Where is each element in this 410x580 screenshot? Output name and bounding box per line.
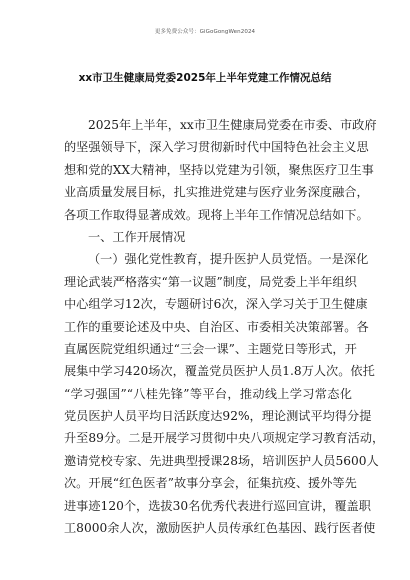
text-line: （一）强化党性教育，提升医护人员党悟。一是深化 bbox=[88, 252, 369, 267]
text-line: 理论武装严格落实“第一议题”制度，局党委上半年组织 bbox=[64, 274, 357, 289]
text-line: 工8000余人次，激励医护人员传承红色基因、践行医者使 bbox=[64, 521, 376, 536]
text-line: 各项工作取得显著成效。现将上半年工作情况总结如下。 bbox=[64, 207, 369, 222]
text-line: 业高质量发展目标，扎实推进党建与医疗业务深度融合， bbox=[64, 185, 369, 200]
text-line: 进事迹120个，选拔30名优秀代表进行巡回宣讲，覆盖职 bbox=[64, 498, 371, 513]
text-line: 想和党的XX大精神，坚持以党建为引领，聚焦医疗卫生事 bbox=[64, 162, 374, 177]
header-note: 更多免费公众号：GiGoGongWen2024 bbox=[154, 29, 256, 35]
text-line: 升至89分。二是开展学习贯彻中央八项规定学习教育活动， bbox=[64, 431, 385, 446]
text-line: 展集中学习420场次，覆盖党员医护人员1.8万人次。依托 bbox=[64, 364, 375, 379]
text-line: 邀请党校专家、先进典型授课28场，培训医护人员5600人 bbox=[64, 453, 379, 468]
text-line: 次。开展“红色医者”故事分享会，征集抗疫、援外等先 bbox=[64, 476, 357, 491]
text-line: 中心组学习12次，专题研讨6次，深入学习关于卫生健康 bbox=[64, 297, 368, 312]
section-heading-text: 一、工作开展情况 bbox=[88, 229, 186, 244]
paragraph-section-1 bbox=[64, 248, 385, 539]
text-line: “学习强国”“八桂先锋”等平台，推动线上学习常态化 bbox=[64, 386, 352, 401]
text-line: 工作的重要论述及中央、自治区、市委相关决策部署。各 bbox=[64, 319, 369, 334]
text-line: 直属医院党组织通过“三会一课”、主题党日等形式，开 bbox=[64, 341, 357, 356]
paragraph-intro bbox=[64, 114, 377, 226]
text-line: 党员医护人员平均日活跃度达92%，理论测试平均得分提 bbox=[64, 409, 372, 424]
text-line: 2025年上半年，xx市卫生健康局党委在市委、市政府 bbox=[88, 118, 377, 132]
document-body bbox=[64, 114, 385, 539]
document-title: xx市卫生健康局党委2025年上半年党建工作情况总结 bbox=[78, 72, 332, 84]
text-line: 的坚强领导下，深入学习贯彻新时代中国特色社会主义思 bbox=[64, 140, 369, 155]
section-heading bbox=[64, 226, 352, 248]
